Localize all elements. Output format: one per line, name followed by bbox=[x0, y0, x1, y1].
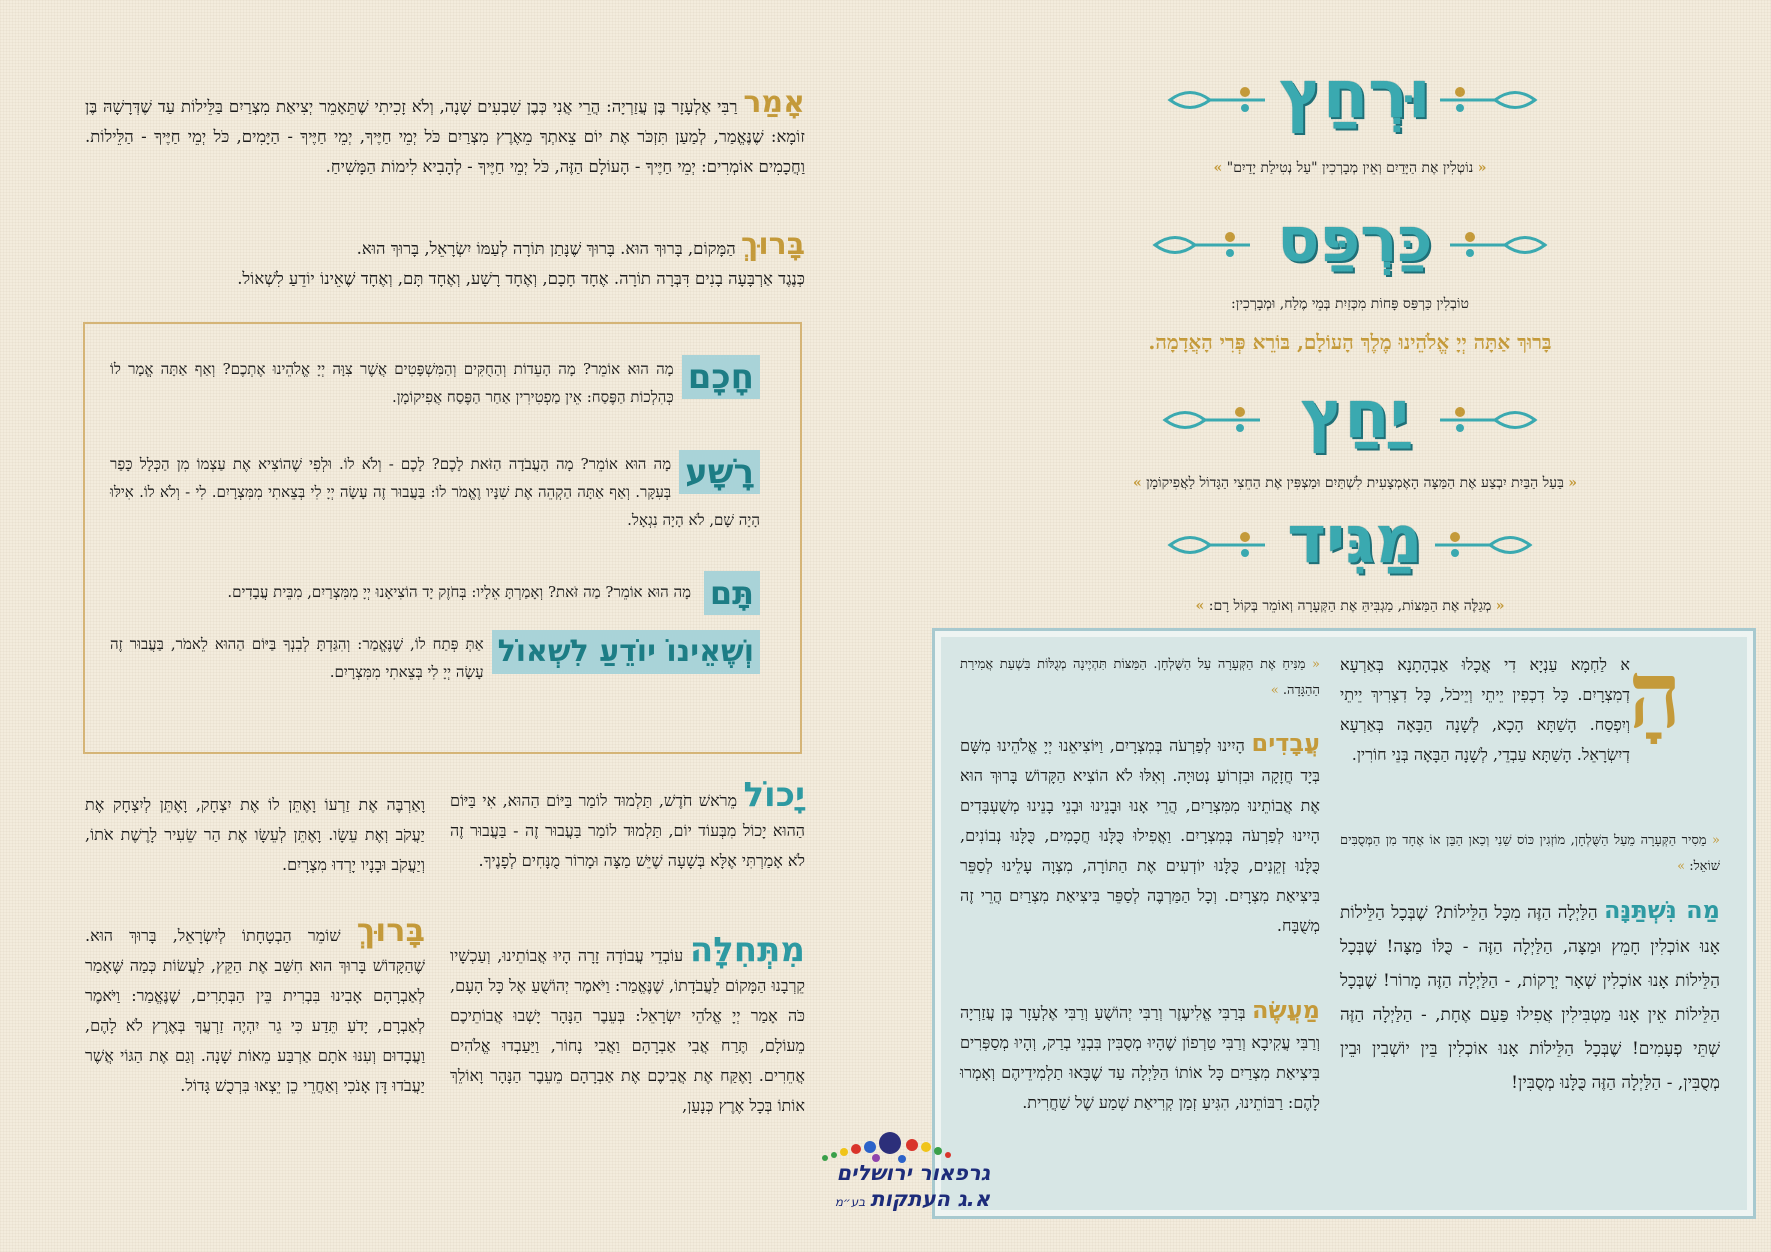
logo-dot bbox=[840, 1148, 848, 1156]
logo-dot bbox=[851, 1144, 861, 1154]
karpas-blessing: בָּרוּךְ אַתָּה יְיָ אֱלֹהֵינוּ מֶלֶךְ הָעוֹלָם, בּוֹרֵא פְּרִי הָאֲדָמָה. bbox=[1148, 330, 1552, 354]
ornament-icon bbox=[1165, 80, 1275, 120]
karpas-title: כַּרְפַּס bbox=[1277, 203, 1433, 276]
son-row-rasha bbox=[110, 450, 760, 534]
maaseh-paragraph bbox=[960, 995, 1320, 1118]
ornament-icon bbox=[1440, 225, 1550, 265]
maaseh-text: בְּרַבִּי אֱלִיעֶזֶר וְרַבִּי יְהוֹשֻׁעַ וְרַבִּי אֶלְעָזָר בֶּן עֲזַרְיָה וְרַבִּי עֲקִיבָא וְרַבִּי טַרְפוֹן שֶׁהָיוּ מְסֻבִּין בִּבְנֵי בְרַק, וְהָיוּ מְסַפְּרִים בִּיצִיאַת מִצְרַיִם כָּל אוֹתוֹ הַלַּיְלָה עַד שֶׁבָּאוּ תַלְמִידֵיהֶם וְאָמְרוּ לָהֶם: רַבּוֹתֵינוּ, הִגִּיעַ זְמַן קְרִיאַת שְׁמַע שֶׁל שַׁחֲרִית. bbox=[960, 1003, 1320, 1112]
ornament-icon bbox=[1430, 400, 1540, 440]
logo-line1: גרפאור ירושלים bbox=[836, 1161, 990, 1185]
avadim-text: הָיִינוּ לְפַרְעֹה בְּמִצְרָיִם, וַיּוֹצִיאֵנוּ יְיָ אֱלֹהֵינוּ מִשָּׁם בְּיָד חֲזָקָה וּבִזְרוֹעַ נְטוּיָה. וְאִלּוּ לֹא הוֹצִיא הַקָּדוֹשׁ בָּרוּךְ הוּא אֶת אֲבוֹתֵינוּ מִמִּצְרַיִם, הֲרֵי אָנוּ וּבָנֵינוּ וּבְנֵי בָנֵינוּ מְשֻׁעְבָּדִים הָיִינוּ לְפַרְעֹה בְּמִצְרָיִם. וַאֲפִילוּ כֻּלָּנוּ חֲכָמִים, כֻּלָּנוּ נְבוֹנִים, כֻּלָּנוּ זְקֵנִים, כֻּלָּנוּ יוֹדְעִים אֶת הַתּוֹרָה, מִצְוָה עָלֵינוּ לְסַפֵּר בִּיצִיאַת מִצְרָיִם. וְכָל הַמַּרְבֶּה לְסַפֵּר בִּיצִיאַת מִצְרַיִם הֲרֵי זֶה מְשֻׁבָּח. bbox=[960, 736, 1320, 935]
vaarbe-paragraph: וָאַרְבֶּה אֶת זַרְעוֹ וָאֶתֵּן לוֹ אֶת יִצְחָק, וָאֶתֵּן לְיִצְחָק אֶת יַעֲקֹב וְאֶת עֵשָׂו. וָאֶתֵּן לְעֵשָׂו אֶת הַר שֵׂעִיר לָרֶשֶׁת אֹתוֹ, וְיַעֲקֹב וּבָנָיו יָרְדוּ מִצְרָיִם. bbox=[85, 795, 425, 874]
logo-dot bbox=[831, 1152, 837, 1158]
maaseh-lead: מַעֲשֶׂה bbox=[1251, 996, 1320, 1024]
logo-dot bbox=[945, 1152, 951, 1158]
amar-lead: אָמַר bbox=[743, 85, 805, 120]
ma-nishtana-paragraph bbox=[1340, 895, 1720, 1100]
yachatz-instruction: « בַּעַל הַבַּיִת יִבְצַע אֶת הַמַּצָּה הָאֶמְצָעִית לִשְׁתַּיִם וּמַצְפִּין אֶת הַחֵצִי הַגָּדוֹל לַאֲפִיקוֹמָן » bbox=[1132, 475, 1578, 491]
logo-line2-wrap bbox=[790, 1187, 990, 1211]
avadim-paragraph bbox=[960, 728, 1320, 941]
maggid-instruction: « מְגַלֶּה אֶת הַמַּצּוֹת, מַגְבִּיהַּ אֶת הַקְּעָרָה וְאוֹמֵר בְּקוֹל רָם: » bbox=[1195, 598, 1505, 614]
publisher-logo bbox=[790, 1125, 1000, 1220]
amar-text: רַבִּי אֶלְעָזָר בֶּן עֲזַרְיָה: הֲרֵי אֲנִי כְּבֶן שִׁבְעִים שָׁנָה, וְלֹא זָכִיתִי שֶׁתֵּאָמֵר יְצִיאַת מִצְרַיִם בַּלֵּילוֹת עַד שֶׁדְּרָשָׁהּ בֶּן זוֹמָא: שֶׁנֶּאֱמַר, לְמַעַן תִּזְכֹּר אֶת יוֹם צֵאתְךָ מֵאֶרֶץ מִצְרַיִם כֹּל יְמֵי חַיֶּיךָ, יְמֵי חַיֶּיךָ - הַיָּמִים, כֹּל יְמֵי חַיֶּיךָ - הַלֵּילוֹת. וַחֲכָמִים אוֹמְרִים: יְמֵי חַיֶּיךָ - הָעוֹלָם הַזֶּה, כֹּל יְמֵי חַיֶּיךָ - לְהָבִיא לִימוֹת הַמָּשִׁיחַ. bbox=[85, 97, 805, 176]
son-row-chacham bbox=[110, 355, 760, 411]
mitchila-paragraph bbox=[450, 930, 805, 1121]
drop-letter-he: הָ bbox=[1628, 641, 1682, 749]
logo-line2: א.ג העתקות bbox=[870, 1187, 990, 1211]
ornament-icon bbox=[1165, 525, 1275, 565]
ma-nishtana-lead: מַה נִּשְׁתַּנָּה bbox=[1604, 896, 1720, 924]
son-label-chacham: חָכָם bbox=[682, 355, 760, 399]
avadim-lead: עֲבָדִים bbox=[1251, 729, 1320, 757]
son-text-sheeino: אַתְּ פְּתַח לוֹ, שֶׁנֶּאֱמַר: וְהִגַּדְתָּ לְבִנְךָ בַּיּוֹם הַהוּא לֵאמֹר, בַּעֲבוּר זֶה עָשָׂה יְיָ לִי בְּצֵאתִי מִמִּצְרָיִם. bbox=[110, 635, 484, 681]
ornament-icon bbox=[1430, 80, 1540, 120]
ornament-icon bbox=[1150, 225, 1260, 265]
son-label-sheeino: וְשֶׁאֵינוֹ יוֹדֵעַ לִשְׁאוֹל bbox=[492, 630, 760, 674]
baruch1-text2: כְּנֶגֶד אַרְבָּעָה בָנִים דִּבְּרָה תוֹרָה. אֶחָד חָכָם, וְאֶחָד רָשָׁע, וְאֶחָד תָּם, וְאֶחָד שֶׁאֵינוֹ יוֹדֵעַ לִשְׁאוֹל. bbox=[237, 269, 805, 288]
son-row-tam bbox=[110, 570, 760, 615]
yachol-paragraph bbox=[450, 775, 805, 876]
maggid-title: מַגִּיד bbox=[1287, 501, 1423, 578]
ha-lachma-text: א לַחְמָא עַנְיָא דִי אֲכָלוּ אַבְהָתָנָא בְּאַרְעָא דְמִצְרָיִם. כָּל דִכְפִין יֵיתֵי וְיֵיכֹל, כָּל דִצְרִיךְ יֵיתֵי וְיִפְסַח. הָשַׁתָּא הָכָא, לְשָׁנָה הַבָּאָה בְּאַרְעָא דְיִשְׂרָאֵל. הָשַׁתָּא עַבְדֵי, לְשָׁנָה הַבָּאָה בְּנֵי חוֹרִין. bbox=[1340, 655, 1630, 764]
logo-dot bbox=[864, 1141, 876, 1153]
yachol-text: מֵרֹאשׁ חֹדֶשׁ, תַּלְמוּד לוֹמַר בַּיּוֹם הַהוּא, אִי בַּיּוֹם הַהוּא יָכוֹל מִבְּעוֹד יוֹם, תַּלְמוּד לוֹמַר בַּעֲבוּר זֶה - בַּעֲבוּר זֶה לֹא אָמַרְתִּי אֶלָּא בְּשָׁעָה שֶׁיֵּשׁ מַצָּה וּמָרוֹר מֻנָּחִים לְפָנֶיךָ. bbox=[450, 791, 805, 870]
mitchila-text: עוֹבְדֵי עֲבוֹדָה זָרָה הָיוּ אֲבוֹתֵינוּ, וְעַכְשָׁיו קֵרְבָנוּ הַמָּקוֹם לַעֲבֹדָתוֹ, שֶׁנֶּאֱמַר: וַיֹּאמֶר יְהוֹשֻׁעַ אֶל כָּל הָעָם, כֹּה אָמַר יְיָ אֱלֹהֵי יִשְׂרָאֵל: בְּעֵבֶר הַנָּהָר יָשְׁבוּ אֲבוֹתֵיכֶם מֵעוֹלָם, תֶּרַח אֲבִי אַבְרָהָם וַאֲבִי נָחוֹר, וַיַּעַבְדוּ אֱלֹהִים אֲחֵרִים. וָאֶקַּח אֶת אֲבִיכֶם אֶת אַבְרָהָם מֵעֵבֶר הַנָּהָר וָאוֹלֵךְ אוֹתוֹ בְּכָל אֶרֶץ כְּנָעַן, bbox=[450, 946, 805, 1115]
urchatz-instruction: « נוֹטְלִין אֶת הַיָּדַיִם וְאֵין מְבָרְכִין "עַל נְטִילַת יָדַיִם" » bbox=[1213, 160, 1487, 176]
yachol-lead: יָכוֹל bbox=[743, 775, 805, 815]
karpas-instruction: טוֹבְלִין כַּרְפַּס פָּחוֹת מִכְּזַיִת בְּמֵי מֶלַח, וּמְבָרְכִין: bbox=[1231, 296, 1469, 312]
logo-dot bbox=[921, 1142, 931, 1152]
yachatz-title: יַחַץ bbox=[1300, 376, 1410, 453]
ma-nishtana-text: הַלַּיְלָה הַזֶּה מִכָּל הַלֵּילוֹת? שֶׁבְּכָל הַלֵּילוֹת אָנוּ אוֹכְלִין חָמֵץ וּמַצָּה, הַלַּיְלָה הַזֶּה - כֻּלּוֹ מַצָּה! שֶׁבְּכָל הַלֵּילוֹת אָנוּ אוֹכְלִין שְׁאָר יְרָקוֹת, - הַלַּיְלָה הַזֶּה מָרוֹר! שֶׁבְּכָל הַלֵּילוֹת אֵין אָנוּ מַטְבִּילִין אֲפִילוּ פַּעַם אֶחָת, - הַלַּיְלָה הַזֶּה שְׁתֵּי פְעָמִים! שֶׁבְּכָל הַלֵּילוֹת אָנוּ אוֹכְלִין בֵּין יוֹשְׁבִין וּבֵין מְסֻבִּין, - הַלַּיְלָה הַזֶּה כֻּלָּנוּ מְסֻבִּין! bbox=[1340, 903, 1720, 1093]
son-text-tam: מָה הוּא אוֹמֵר? מַה זֹּאת? וְאָמַרְתָּ אֵלָיו: בְּחֹזֶק יָד הוֹצִיאָנוּ יְיָ מִמִּצְרַיִם, מִבֵּית עֲבָדִים. bbox=[227, 583, 692, 601]
baruch2-lead: בָּרוּךְ bbox=[356, 911, 425, 949]
urchatz-title: וּרְחַץ bbox=[1279, 56, 1431, 133]
logo-dot bbox=[906, 1139, 918, 1151]
mitchila-lead: מִתְּחִלָּה bbox=[689, 930, 805, 970]
baruch2-paragraph bbox=[85, 911, 425, 1101]
baruch1-text: הַמָּקוֹם, בָּרוּךְ הוּא. בָּרוּךְ שֶׁנָּתַן תּוֹרָה לְעַמּוֹ יִשְׂרָאֵל, בָּרוּךְ הוּא. bbox=[356, 239, 736, 258]
box-instruction: « מַנִּיחַ אֶת הַקְּעָרָה עַל הַשֻּׁלְחָן. הַמַּצּוֹת תִּהְיֶינָה מְגֻלּוֹת בִּשְׁעַת אֲמִירַת הַהַגָּדָה. » bbox=[960, 657, 1320, 698]
ornament-icon bbox=[1160, 400, 1270, 440]
amar-paragraph bbox=[85, 85, 805, 182]
ha-lachma-instruction: « מֵסִיר הַקְּעָרָה מֵעַל הַשֻּׁלְחָן, מוֹזְגִין כּוֹס שֵׁנִי וְכַאן הַבֵּן אוֹ אֶחָד מִן הַמְּסֻבִּים שׁוֹאֵל: » bbox=[1340, 833, 1720, 874]
son-label-rasha: רָשָׁע bbox=[679, 450, 760, 494]
son-label-tam: תָּם bbox=[704, 571, 760, 615]
baruch1-lead: בָּרוּךְ bbox=[741, 227, 805, 262]
baruch2-text: שׁוֹמֵר הַבְטָחָתוֹ לְיִשְׂרָאֵל, בָּרוּךְ הוּא. שֶׁהַקָּדוֹשׁ בָּרוּךְ הוּא חִשַּׁב אֶת הַקֵּץ, לַעֲשׂוֹת כְּמַה שֶּׁאָמַר לְאַבְרָהָם אָבִינוּ בִּבְרִית בֵּין הַבְּתָרִים, שֶׁנֶּאֱמַר: וַיֹּאמֶר לְאַבְרָם, יָדֹעַ תֵּדַע כִּי גֵר יִהְיֶה זַרְעֲךָ בְּאֶרֶץ לֹא לָהֶם, וַעֲבָדוּם וְעִנּוּ אֹתָם אַרְבַּע מֵאוֹת שָׁנָה. וְגַם אֶת הַגּוֹי אֲשֶׁר יַעֲבֹדוּ דָּן אָנֹכִי וְאַחֲרֵי כֵן יֵצְאוּ בִּרְכֻשׁ גָּדוֹל. bbox=[85, 926, 425, 1095]
ornament-icon bbox=[1425, 525, 1535, 565]
son-text-rasha: מָה הוּא אוֹמֵר? מָה הָעֲבֹדָה הַזֹּאת לָכֶם? לָכֶם - וְלֹא לוֹ. וּלְפִי שֶׁהוֹצִיא אֶת עַצְמוֹ מִן הַכְּלָל כָּפַר בְּעִקָּר. וְאַף אַתָּה הַקְהֵה אֶת שִׁנָּיו וֶאֱמֹר לוֹ: בַּעֲבוּר זֶה עָשָׂה יְיָ לִי בְּצֵאתִי מִמִּצְרָיִם. לִי - וְלֹא לוֹ. אִילּוּ הָיָה שָׁם, לֹא הָיָה נִגְאָל. bbox=[110, 455, 760, 529]
son-row-sheeino bbox=[110, 630, 760, 686]
logo-dots-icon bbox=[790, 1125, 1000, 1165]
logo-suffix: בע״מ bbox=[834, 1195, 866, 1209]
logo-dot bbox=[934, 1147, 942, 1155]
baruch1-paragraph bbox=[85, 227, 805, 294]
son-text-chacham: מָה הוּא אוֹמֵר? מָה הָעֵדוֹת וְהַחֻקִּים וְהַמִּשְׁפָּטִים אֲשֶׁר צִוָּה יְיָ אֱלֹהֵינוּ אֶתְכֶם? וְאַף אַתָּה אֱמָר לוֹ כְּהִלְכוֹת הַפֶּסַח: אֵין מַפְטִירִין אַחַר הַפֶּסַח אֲפִיקוֹמָן. bbox=[110, 360, 674, 406]
